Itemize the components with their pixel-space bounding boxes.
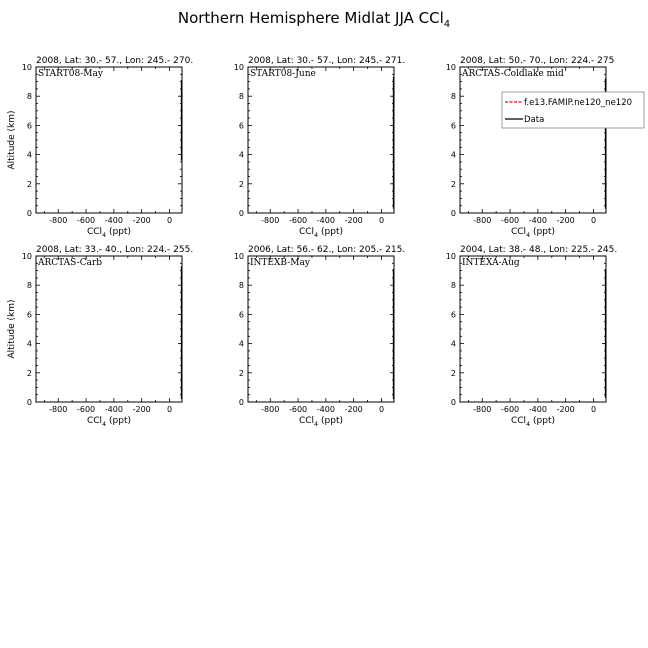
x-axis-label-unit: (ppt) <box>106 227 132 237</box>
x-tick-label: -400 <box>528 405 547 414</box>
x-tick-label: 0 <box>590 216 597 225</box>
y-tick-label: 0 <box>26 398 32 407</box>
x-tick-label: -200 <box>344 405 363 414</box>
x-tick-label: -800 <box>473 405 492 414</box>
panel-header: 2008, Lat: 30.- 57., Lon: 245.- 270. <box>36 56 194 66</box>
y-tick-label: 0 <box>26 209 32 218</box>
x-axis-label-unit: (ppt) <box>318 416 344 426</box>
y-tick-label: 8 <box>26 281 32 291</box>
panel-header: 2008, Lat: 30.- 57., Lon: 245.- 271. <box>248 56 406 66</box>
x-tick-label: -200 <box>132 405 151 414</box>
y-tick-label: 2 <box>238 179 244 189</box>
panel-header: 2008, Lat: 50.- 70., Lon: 224.- 275 <box>460 56 615 66</box>
x-tick-label: 0 <box>590 405 597 414</box>
y-tick-label: 6 <box>450 310 456 320</box>
y-tick-label: 10 <box>445 252 456 261</box>
y-tick-label: 4 <box>238 150 244 160</box>
y-tick-label: 2 <box>26 368 32 378</box>
y-tick-label: 6 <box>26 310 32 320</box>
x-axis-label-subscript: 4 <box>314 420 319 428</box>
y-tick-label: 8 <box>450 92 456 102</box>
legend-label: Data <box>524 115 545 125</box>
y-tick-label: 6 <box>26 121 32 131</box>
x-axis-label-unit: (ppt) <box>530 227 556 237</box>
legend <box>502 92 644 128</box>
y-tick-label: 8 <box>238 92 244 102</box>
y-tick-label: 2 <box>238 368 244 378</box>
panel-header: 2008, Lat: 33.- 40., Lon: 224.- 255. <box>36 245 194 255</box>
panel-annotation: ARCTAS-Carb <box>38 258 103 268</box>
y-tick-label: 0 <box>238 398 244 407</box>
x-axis-label-unit: (ppt) <box>106 416 132 426</box>
x-tick-label: -400 <box>104 216 123 225</box>
panel-annotation: ARCTAS-Coldlake mid <box>462 69 564 79</box>
y-tick-label: 10 <box>445 63 456 72</box>
x-axis-label-subscript: 4 <box>102 420 107 428</box>
x-axis-label-subscript: 4 <box>526 231 531 239</box>
x-tick-label: -800 <box>261 216 280 225</box>
y-tick-label: 6 <box>238 121 244 131</box>
y-axis-label: Altitude (km) <box>7 110 17 170</box>
x-tick-label: 0 <box>378 405 385 414</box>
x-tick-label: -600 <box>500 405 520 414</box>
y-tick-label: 10 <box>233 63 244 72</box>
panel-annotation: INTEXA-Aug <box>462 258 520 268</box>
x-tick-label: -400 <box>528 216 547 225</box>
panel-annotation: START08-June <box>250 69 316 79</box>
x-axis-label-text: CCl <box>510 227 527 237</box>
y-axis-label: Altitude (km) <box>7 299 17 359</box>
x-tick-label: -800 <box>49 216 68 225</box>
y-tick-label: 4 <box>238 339 244 349</box>
y-tick-label: 10 <box>21 63 32 72</box>
x-tick-label: -200 <box>556 216 575 225</box>
x-tick-label: 0 <box>166 216 173 225</box>
figure-title-subscript: 4 <box>443 19 451 30</box>
x-tick-label: -800 <box>49 405 68 414</box>
x-tick-label: 0 <box>378 216 385 225</box>
x-tick-label: -600 <box>500 216 520 225</box>
y-tick-label: 0 <box>450 398 456 407</box>
x-tick-label: -400 <box>104 405 123 414</box>
x-axis-label-subscript: 4 <box>102 231 107 239</box>
y-tick-label: 8 <box>26 92 32 102</box>
y-tick-label: 2 <box>450 179 456 189</box>
panel-annotation: INTEXB-May <box>250 258 310 268</box>
x-axis-label-text: CCl <box>86 416 103 426</box>
y-tick-label: 4 <box>26 150 32 160</box>
panel-header: 2006, Lat: 56.- 62., Lon: 205.- 215. <box>248 245 406 255</box>
x-tick-label: -400 <box>316 216 335 225</box>
y-tick-label: 4 <box>450 339 456 349</box>
y-tick-label: 2 <box>26 179 32 189</box>
y-tick-label: 10 <box>21 252 32 261</box>
x-tick-label: -800 <box>261 405 280 414</box>
y-tick-label: 8 <box>238 281 244 291</box>
x-tick-label: -800 <box>473 216 492 225</box>
x-axis-label-text: CCl <box>298 416 315 426</box>
x-axis-label-unit: (ppt) <box>530 416 556 426</box>
panel-header: 2004, Lat: 38.- 48., Lon: 225.- 245. <box>460 245 618 255</box>
x-axis-label-text: CCl <box>86 227 103 237</box>
x-tick-label: -400 <box>316 405 335 414</box>
figure-title: Northern Hemisphere Midlat JJA CCl$_4$ <box>177 9 451 30</box>
x-axis-label-unit: (ppt) <box>318 227 344 237</box>
y-tick-label: 4 <box>26 339 32 349</box>
x-tick-label: -600 <box>76 405 96 414</box>
x-tick-label: -600 <box>76 216 96 225</box>
legend-label: f.e13.FAMIP.ne120_ne120 <box>524 98 633 108</box>
panel-annotation: START08-May <box>38 69 103 79</box>
x-axis-label-text: CCl <box>510 416 527 426</box>
y-tick-label: 6 <box>450 121 456 131</box>
y-tick-label: 8 <box>450 281 456 291</box>
x-tick-label: -200 <box>556 405 575 414</box>
x-axis-label-text: CCl <box>298 227 315 237</box>
x-tick-label: -600 <box>288 405 308 414</box>
y-tick-label: 2 <box>450 368 456 378</box>
x-axis-label-subscript: 4 <box>526 420 531 428</box>
y-tick-label: 0 <box>450 209 456 218</box>
x-tick-label: -200 <box>132 216 151 225</box>
y-tick-label: 4 <box>450 150 456 160</box>
y-tick-label: 6 <box>238 310 244 320</box>
y-tick-label: 10 <box>233 252 244 261</box>
x-tick-label: -200 <box>344 216 363 225</box>
x-tick-label: -600 <box>288 216 308 225</box>
y-tick-label: 0 <box>238 209 244 218</box>
x-tick-label: 0 <box>166 405 173 414</box>
x-axis-label-subscript: 4 <box>314 231 319 239</box>
